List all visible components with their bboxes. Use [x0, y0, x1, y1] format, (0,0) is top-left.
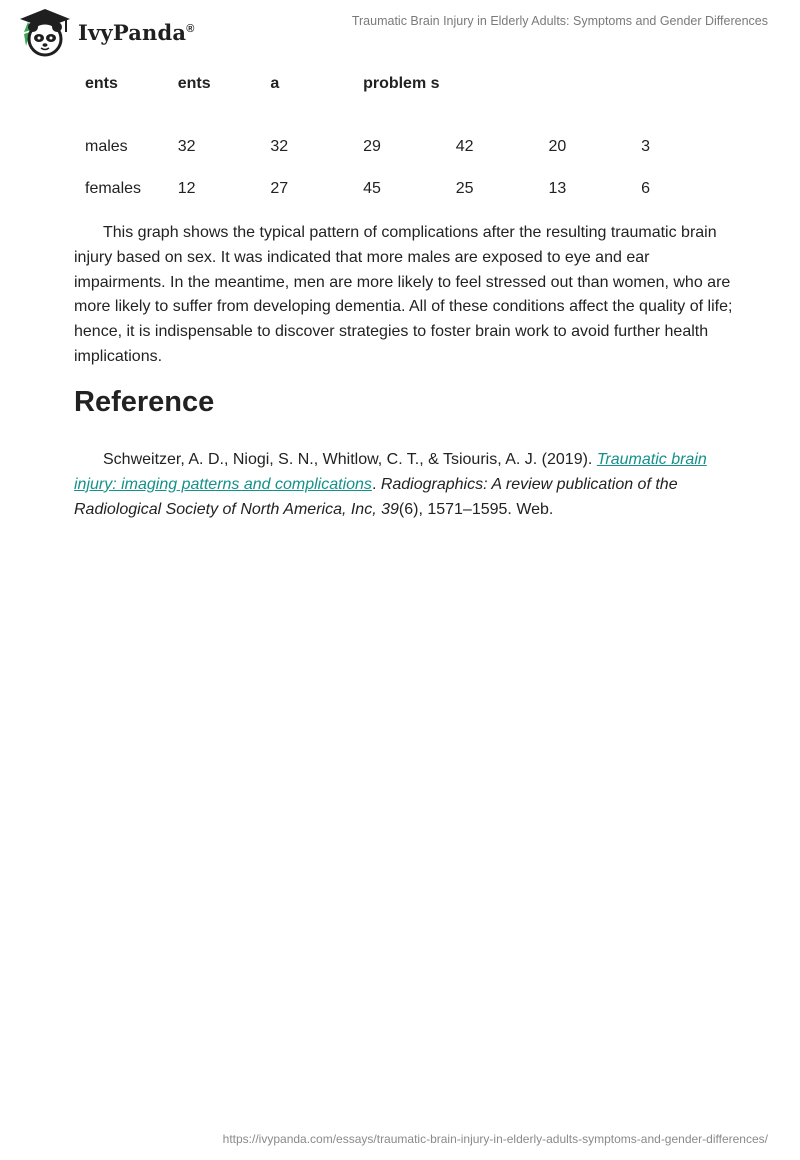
reference-entry	[74, 448, 734, 522]
reference-heading: Reference	[74, 386, 215, 418]
table-cell: 25	[455, 180, 474, 197]
reference-journal: Radiographics: A review publication of the Radiological Society of North America, Inc, 39	[74, 475, 678, 518]
table-row-males	[74, 126, 734, 168]
page-header	[0, 0, 800, 64]
table-cell: 6	[641, 180, 651, 197]
table-cell: 29	[363, 138, 381, 155]
panda-graduate-logo-icon	[14, 6, 76, 58]
ivypanda-logo[interactable]	[14, 6, 195, 58]
body-paragraph: This graph shows the typical pattern of complications after the resulting traumatic brain injury based on sex. It was indicated that more males are exposed to eye and ear impairments. In the meantime, men are more likely to feel stressed out than women, who are more likely to suffer from developing dementia. All of these conditions affect the quality of life; hence, it is indispensable to discover strategies to foster brain work to avoid further health implications.	[74, 224, 733, 365]
table-header-cell: a	[270, 75, 280, 92]
table-cell: males	[85, 138, 128, 155]
table-header-cell: ents	[85, 75, 118, 92]
table-cell: 13	[548, 180, 567, 197]
table-header-row	[74, 70, 734, 126]
table-cell: females	[85, 180, 142, 197]
table-cell: 20	[548, 138, 567, 155]
table-header-cell	[630, 72, 723, 126]
reference-link-suffix: .	[371, 475, 381, 493]
table-cell: 12	[177, 180, 196, 197]
table-cell: 45	[363, 180, 381, 197]
document-title: Traumatic Brain Injury in Elderly Adults: Symptoms and Gender Differences	[351, 14, 768, 28]
table-cell: 32	[177, 138, 196, 155]
table-cell: 32	[270, 138, 289, 155]
reference-link[interactable]: Traumatic brain injury: imaging patterns and complications	[74, 451, 707, 493]
table-header-cell	[537, 72, 630, 126]
table-row-females	[74, 168, 734, 210]
reference-authors: Schweitzer, A. D., Niogi, S. N., Whitlow, C. T., & Tsiouris, A. J. (2019).	[103, 451, 597, 468]
table-header-cell	[445, 72, 538, 126]
footer-url[interactable]: https://ivypanda.com/essays/traumatic-brain-injury-in-elderly-adults-symptoms-and-gender-differences/	[222, 1132, 768, 1146]
logo-wordmark: IvyPanda®	[78, 19, 195, 45]
table-cell: 3	[641, 138, 651, 155]
table-cell: 27	[270, 180, 289, 197]
table-header-cell: ents	[177, 75, 211, 92]
table-header-cell: problem s	[363, 75, 440, 92]
complications-table	[74, 70, 734, 210]
reference-issue-pages: (6), 1571–1595. Web.	[398, 500, 554, 518]
table-cell: 42	[455, 138, 474, 155]
